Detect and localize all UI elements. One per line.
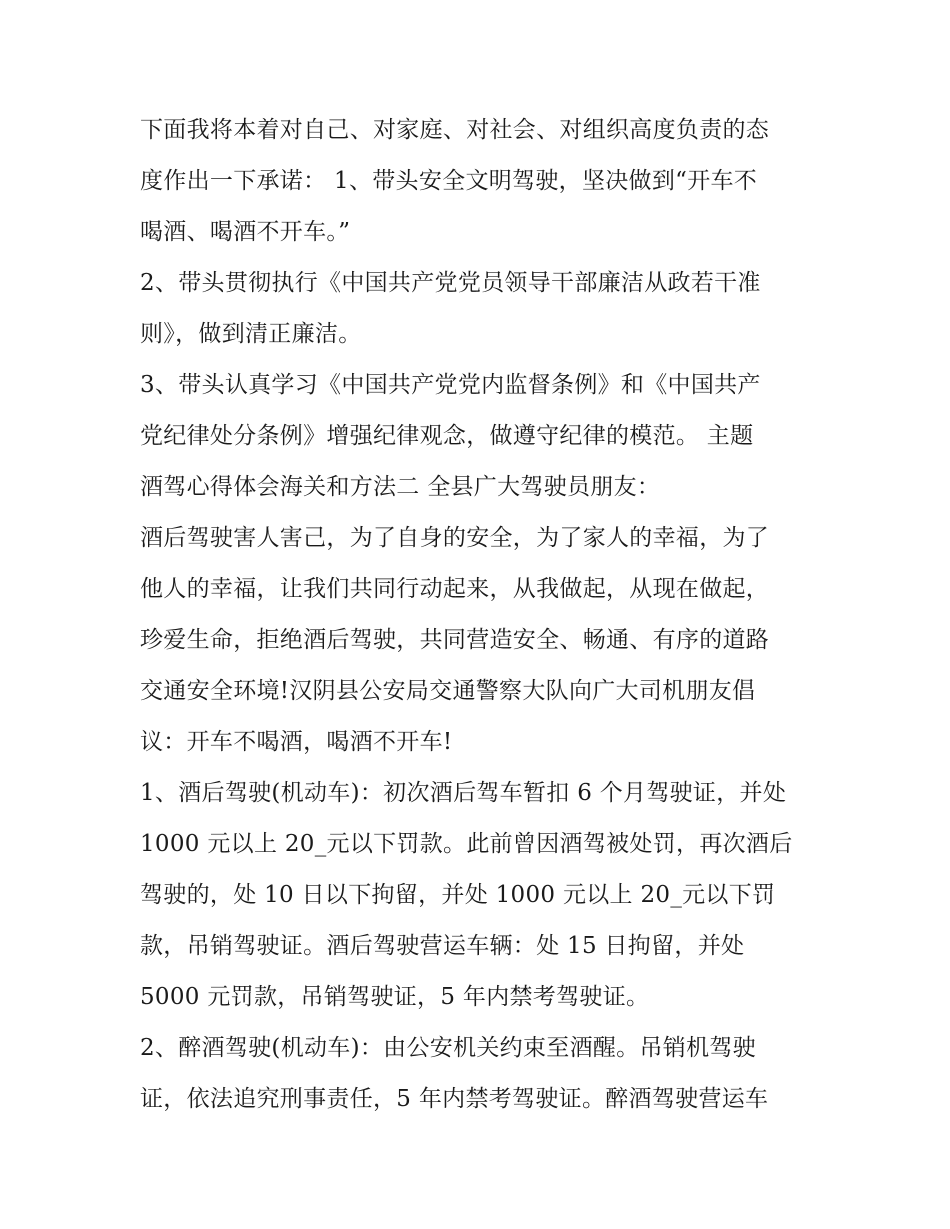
text-line: 度作出一下承诺： 1、带头安全文明驾驶，坚决做到“开车不 bbox=[140, 168, 758, 194]
document-body bbox=[140, 105, 830, 1125]
text-line: 5000 元罚款，吊销驾驶证，5 年内禁考驾驶证。 bbox=[140, 984, 650, 1010]
text-line: 驾驶的，处 10 日以下拘留，并处 1000 元以上 20_元以下罚 bbox=[140, 882, 776, 908]
text-line: 交通安全环境!汉阴县公安局交通警察大队向广大司机朋友倡 bbox=[140, 678, 756, 704]
text-line: 酒后驾驶害人害己，为了自身的安全，为了家人的幸福，为了 bbox=[140, 525, 770, 551]
text-line: 珍爱生命，拒绝酒后驾驶，共同营造安全、畅通、有序的道路 bbox=[140, 627, 770, 653]
text-line: 3、带头认真学习《中国共产党党内监督条例》和《中国共产 bbox=[140, 372, 761, 398]
text-line: 则》，做到清正廉洁。 bbox=[140, 321, 362, 347]
text-line: 2、带头贯彻执行《中国共产党党员领导干部廉洁从政若干准 bbox=[140, 270, 761, 296]
text-line: 议：开车不喝酒，喝酒不开车! bbox=[140, 729, 453, 755]
text-line: 1000 元以上 20_元以下罚款。此前曾因酒驾被处罚，再次酒后 bbox=[140, 831, 793, 857]
text-line: 证，依法追究刑事责任，5 年内禁考驾驶证。醉酒驾驶营运车 bbox=[140, 1086, 769, 1112]
text-line: 1、酒后驾驶(机动车)：初次酒后驾车暂扣 6 个月驾驶证，并处 bbox=[140, 780, 787, 806]
text-line: 酒驾心得体会海关和方法二 全县广大驾驶员朋友： bbox=[140, 474, 661, 500]
text-line: 他人的幸福，让我们共同行动起来，从我做起，从现在做起， bbox=[140, 576, 770, 602]
text-line: 下面我将本着对自己、对家庭、对社会、对组织高度负责的态 bbox=[140, 117, 770, 143]
text-line: 2、醉酒驾驶(机动车)：由公安机关约束至酒醒。吊销机驾驶 bbox=[140, 1035, 756, 1061]
text-line: 喝酒、喝酒不开车。” bbox=[140, 219, 351, 245]
text-line: 款，吊销驾驶证。酒后驾驶营运车辆：处 15 日拘留，并处 bbox=[140, 933, 745, 959]
text-line: 党纪律处分条例》增强纪律观念，做遵守纪律的模范。 主题 bbox=[140, 423, 754, 449]
